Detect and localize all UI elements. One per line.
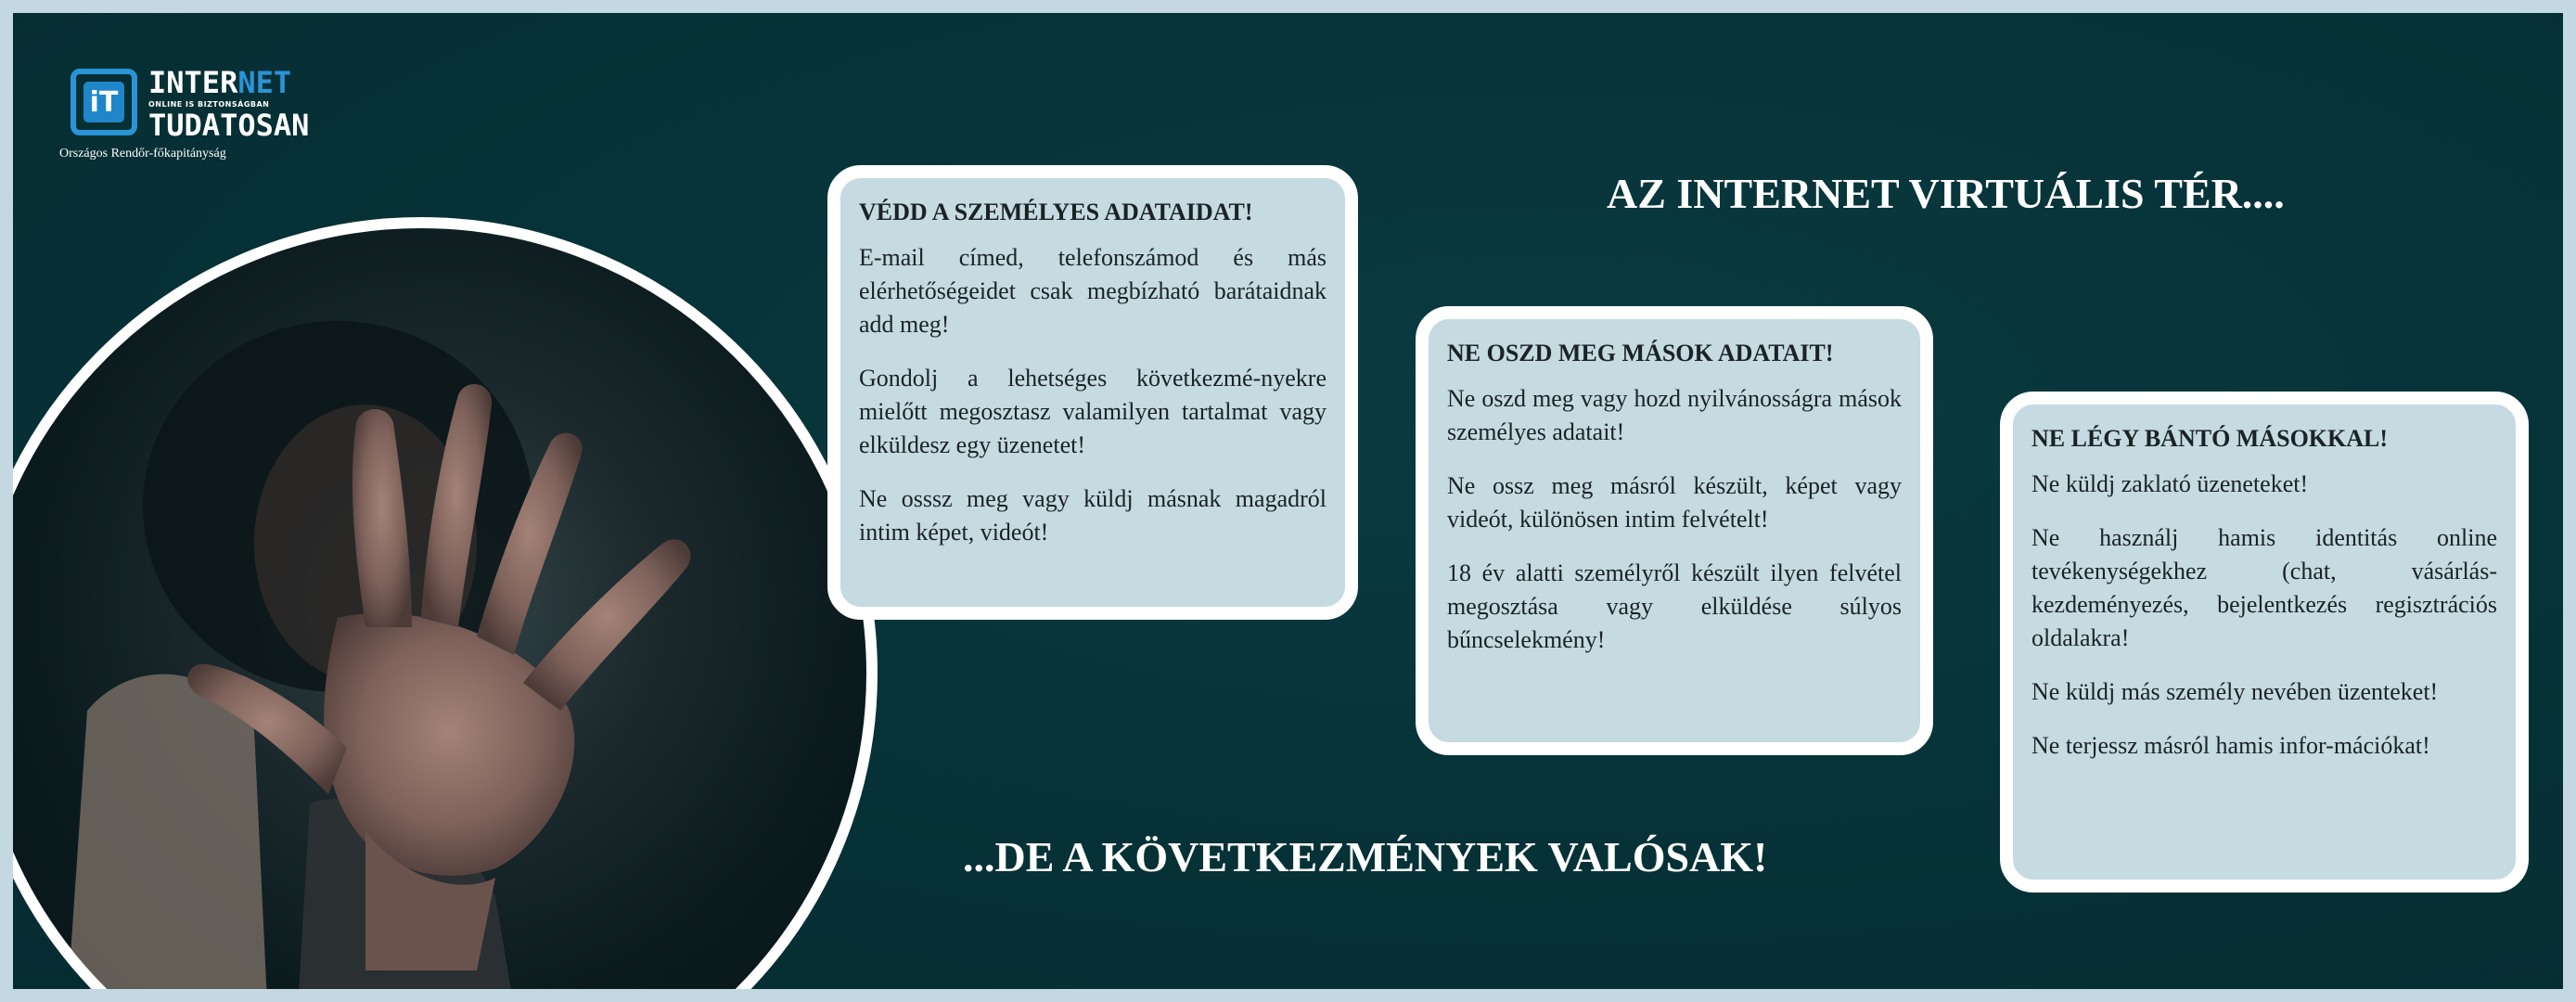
box-title: VÉDD A SZEMÉLYES ADATAIDAT! bbox=[859, 199, 1253, 225]
box-title: NE OSZD MEG MÁSOK ADATAIT! bbox=[1447, 340, 1834, 366]
organization-name: Országos Rendőr-főkapitányság bbox=[59, 147, 226, 161]
box-title: NE LÉGY BÁNTÓ MÁSOKKAL! bbox=[2031, 425, 2389, 452]
heading-top: AZ INTERNET VIRTUÁLIS TÉR.... bbox=[1607, 170, 2285, 217]
poster-canvas bbox=[13, 13, 2563, 989]
box-paragraph: Ne ossz meg másról készült, képet vagy videót, különösen intim felvételt! bbox=[1447, 472, 1902, 533]
box-paragraph: Ne küldj zaklató üzeneteket! bbox=[2031, 470, 2309, 497]
info-box-others-data bbox=[1416, 306, 1933, 755]
logo-word-inter: INTER bbox=[148, 65, 238, 100]
box-paragraph: Ne küldj más személy nevében üzenteket! bbox=[2031, 678, 2439, 705]
internet-tudatosan-logo bbox=[59, 58, 310, 161]
logo-word-internet bbox=[148, 67, 291, 98]
box-paragraph: E-mail címed, telefonszámod és más elérhetőségeidet csak megbízható barátaidnak add meg! bbox=[859, 244, 1326, 338]
heading-bottom: ...DE A KÖVETKEZMÉNYEK VALÓSAK! bbox=[963, 833, 1768, 880]
box-paragraph: Ne oszd meg vagy hozd nyilvánosságra mások személyes adatait! bbox=[1447, 385, 1902, 445]
it-logo-icon bbox=[70, 69, 137, 135]
box-paragraph: Ne használj hamis identitás online tevékenységekhez (chat, vásárlás-kezdeményezés, bejelentkezés regisztrációs oldalakra! bbox=[2031, 524, 2497, 651]
logo-word-net: NET bbox=[237, 65, 292, 100]
box-paragraph: Ne osssz meg vagy küldj másnak magadról intim képet, videót! bbox=[859, 485, 1326, 546]
logo-word-tudatosan: TUDATOSAN bbox=[148, 108, 310, 143]
info-box-personal-data bbox=[827, 165, 1358, 620]
info-box-dont-be-hurtful bbox=[2000, 392, 2529, 893]
box-paragraph: Gondolj a lehetséges következmé-nyekre mielőtt megosztasz valamilyen tartalmat vagy elküldesz egy üzenetet! bbox=[859, 365, 1326, 458]
logo-tagline: ONLINE IS BIZTONSÁGBAN bbox=[148, 100, 270, 109]
decorative-arc bbox=[13, 217, 878, 989]
logo-mark-text: iT bbox=[83, 82, 124, 122]
box-paragraph: 18 év alatti személyről készült ilyen felvétel megosztása vagy elküldése súlyos bűncselekmény! bbox=[1447, 559, 1902, 653]
box-paragraph: Ne terjessz másról hamis infor-mációkat! bbox=[2031, 732, 2430, 759]
